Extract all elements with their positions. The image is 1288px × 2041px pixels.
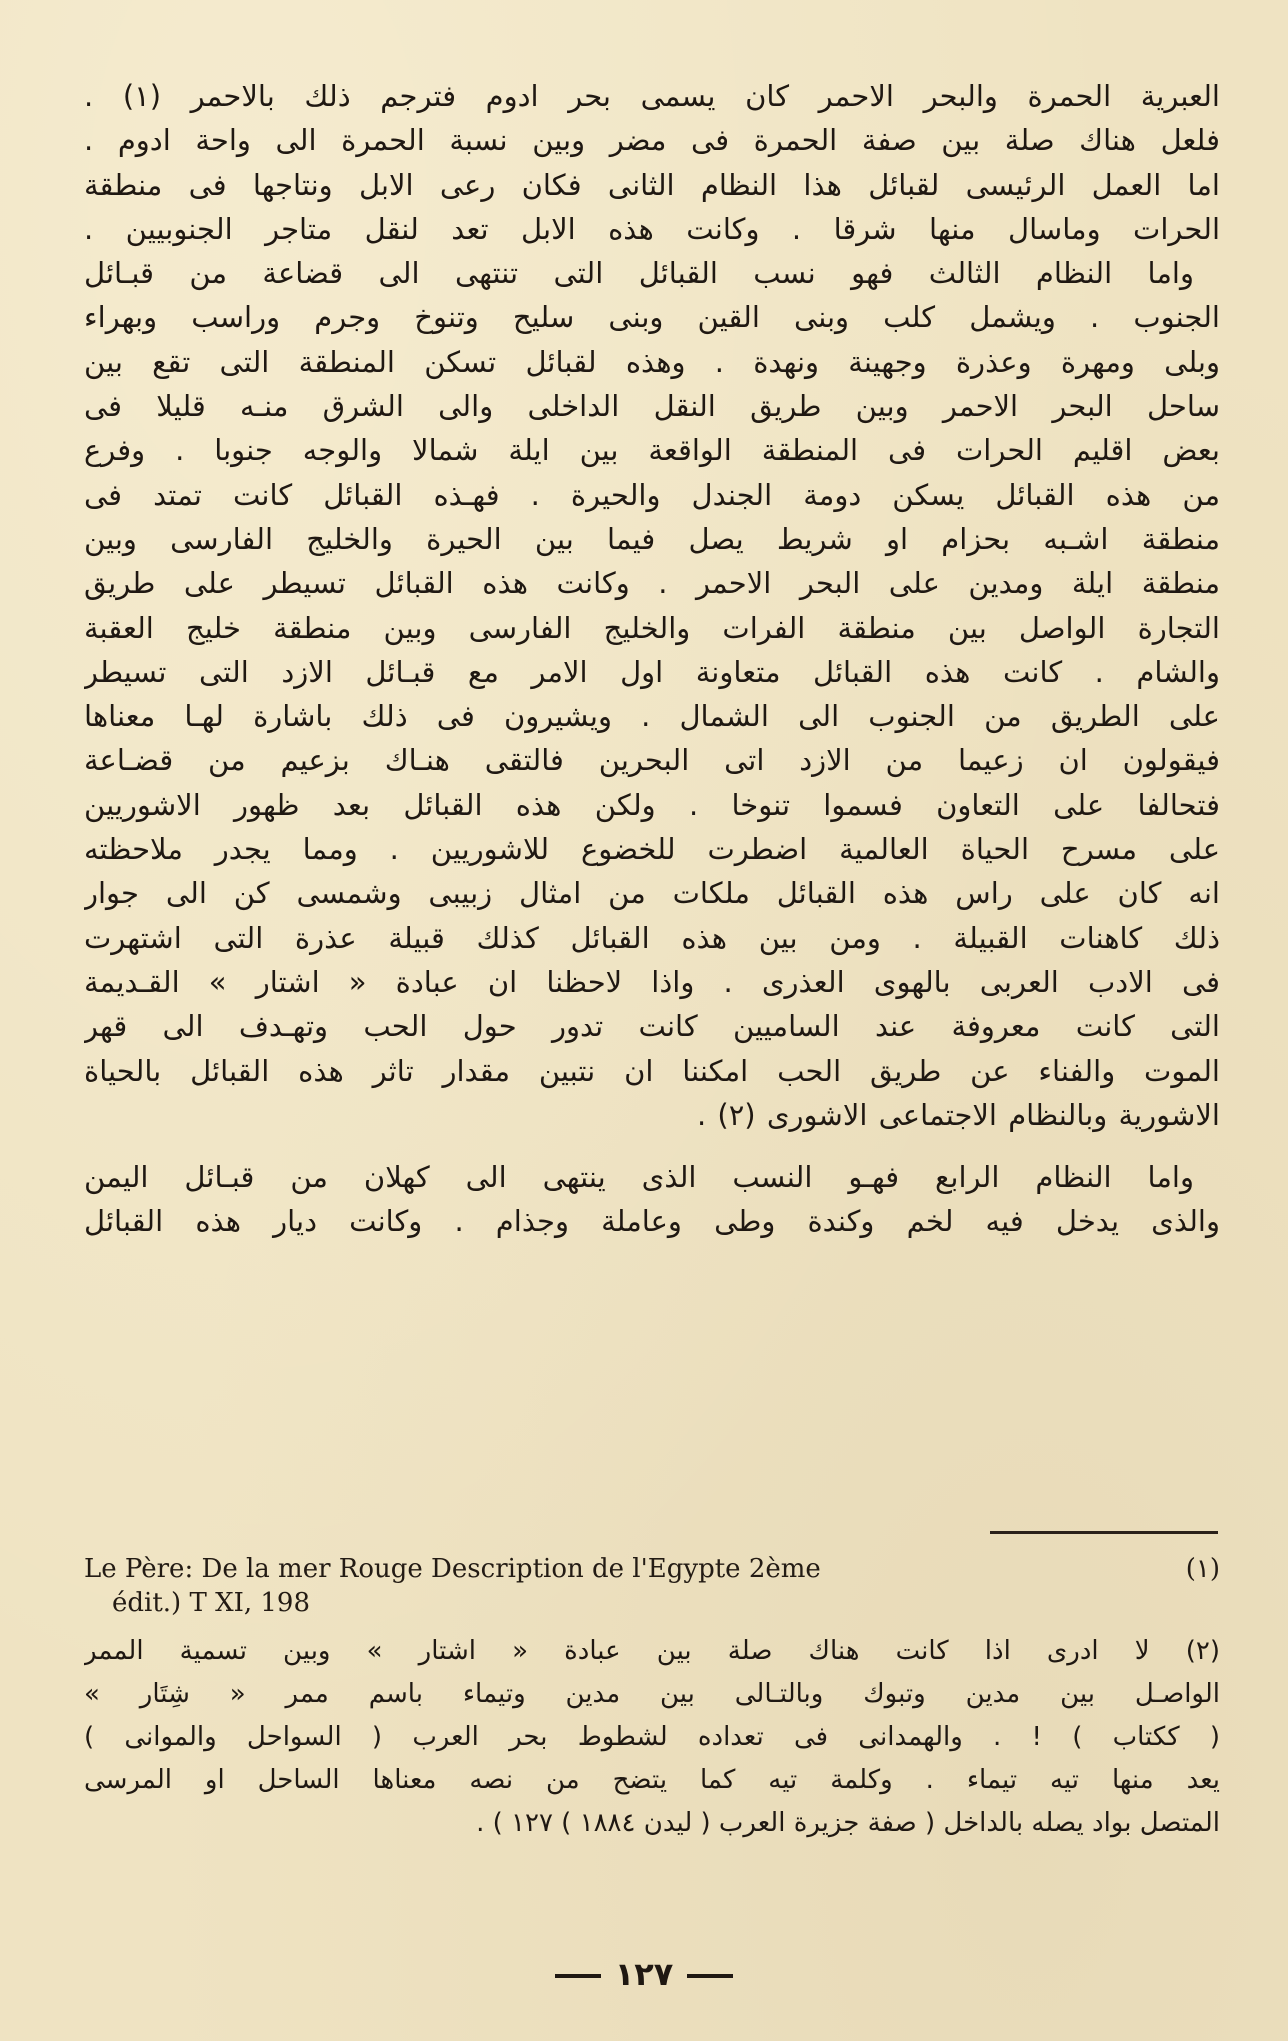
text-line: من هذه القبائل يسكن دومة الجندل والحيرة . فهـذه القبائل كانت تمتد فى — [84, 477, 1220, 512]
page-number-text: ١٢٧ — [614, 1955, 674, 1993]
text-line: ساحل البحر الاحمر وبين طريق النقل الداخلى والى الشرق منـه قليلا فى — [84, 389, 1220, 424]
text-line: واما النظام الثالث فهو نسب القبائل التى تنتهى الى قضاعة من قبـائل — [84, 256, 1194, 291]
document-page — [84, 74, 1220, 1244]
footnote-text: المتصل بواد يصله بالداخل ( صفة جزيرة العرب ( ليدن ١٨٨٤ ) ١٢٧ ) . — [476, 1808, 1220, 1838]
page-number — [0, 1955, 1288, 1993]
dash-decoration — [555, 1974, 601, 1978]
text-line: على مسرح الحياة العالمية اضطرت للخضوع للاشوريين . ومما يجدر ملاحظته — [84, 832, 1220, 867]
paragraph-2 — [84, 251, 1220, 1137]
text-line: ذلك كاهنات القبيلة . ومن بين هذه القبائل كذلك قبيلة عذرة التى اشتهرت — [84, 920, 1220, 955]
paragraph-spacer — [84, 1137, 1220, 1155]
body-text — [84, 74, 1220, 1244]
text-line: منطقة ايلة ومدين على البحر الاحمر . وكانت هذه القبائل تسيطر على طريق — [84, 566, 1220, 601]
text-line: والذى يدخل فيه لخم وكندة وطى وعاملة وجذام . وكانت ديار هذه القبائل — [84, 1204, 1220, 1239]
text-line: وبلى ومهرة وعذرة وجهينة ونهدة . وهذه لقبائل تسكن المنطقة التى تقع بين — [84, 344, 1220, 379]
footnote-text: Le Père: De la mer Rouge Description de l'Egypte 2ème — [84, 1554, 821, 1584]
text-line: واما النظام الرابع فهـو النسب الذى ينتهى الى كهلان من قبـائل اليمن — [84, 1160, 1194, 1195]
text-line: على الطريق من الجنوب الى الشمال . ويشيرون فى ذلك باشارة لهـا معناها — [84, 699, 1220, 734]
footnote-text: édit.) T XI, 198 — [112, 1588, 311, 1618]
text-line: الاشورية وبالنظام الاجتماعى الاشورى (٢) . — [696, 1097, 1220, 1132]
footnote-marker: (١) — [1185, 1554, 1220, 1584]
dash-decoration — [687, 1974, 733, 1978]
text-line: فى الادب العربى بالهوى العذرى . واذا لاحظنا ان عبادة « اشتار » القـديمة — [84, 964, 1220, 999]
text-line: فتحالفا على التعاون فسموا تنوخا . ولكن هذه القبائل بعد ظهور الاشوريين — [84, 787, 1220, 822]
text-line: التى كانت معروفة عند الساميين كانت تدور حول الحب وتهـدف الى قهر — [84, 1009, 1220, 1044]
text-line: الجنوب . ويشمل كلب وبنى القين وبنى سليح وتنوخ وجرم وراسب وبهراء — [84, 300, 1220, 335]
footnote-2 — [84, 1630, 1220, 1845]
footnote-text: الواصـل بين مدين وتبوك وبالتـالى بين مدين وتيماء باسم ممر « شِتَار » — [84, 1679, 1220, 1709]
paragraph-1 — [84, 74, 1220, 251]
text-line: اما العمل الرئيسى لقبائل هذا النظام الثانى فكان رعى الابل ونتاجها فى منطقة — [84, 167, 1220, 202]
text-line: فلعل هناك صلة بين صفة الحمرة فى مضر وبين نسبة الحمرة الى واحة ادوم . — [84, 123, 1220, 158]
footnote-text: ( ككتاب ) ! . والهمدانى فى تعداده لشطوط بحر العرب ( السواحل والموانى ) — [84, 1722, 1220, 1752]
footnote-text: يعد منها تيه تيماء . وكلمة تيه كما يتضح من نصه معناها الساحل او المرسى — [84, 1765, 1220, 1795]
text-line: الحرات وماسال منها شرقا . وكانت هذه الابل تعد لنقل متاجر الجنوبيين . — [84, 211, 1220, 246]
text-line: بعض اقليم الحرات فى المنطقة الواقعة بين ايلة شمالا والوجه جنوبا . وفرع — [84, 433, 1220, 468]
footnote-1 — [84, 1552, 1220, 1620]
text-line: والشام . كانت هذه القبائل متعاونة اول الامر مع قبـائل الازد التى تسيطر — [84, 654, 1220, 689]
footnote-text: (٢) لا ادرى اذا كانت هناك صلة بين عبادة « اشتار » وبين تسمية الممر — [84, 1636, 1220, 1666]
text-line: فيقولون ان زعيما من الازد اتى البحرين فالتقى هنـاك بزعيم من قضـاعة — [84, 743, 1220, 778]
text-line: الموت والفناء عن طريق الحب امكننا ان نتبين مقدار تاثر هذه القبائل بالحياة — [84, 1053, 1220, 1088]
text-line: العبرية الحمرة والبحر الاحمر كان يسمى بحر ادوم فترجم ذلك بالاحمر (١) . — [84, 79, 1220, 113]
paragraph-3 — [84, 1155, 1220, 1244]
text-line: انه كان على راس هذه القبائل ملكات من امثال زبيبى وشمسى كن الى جوار — [84, 876, 1220, 911]
footnotes — [84, 1552, 1220, 1845]
footnote-separator — [990, 1531, 1218, 1534]
text-line: منطقة اشـبه بحزام او شريط يصل فيما بين الحيرة والخليج الفارسى وبين — [84, 521, 1220, 556]
text-line: التجارة الواصل بين منطقة الفرات والخليج الفارسى وبين منطقة خليج العقبة — [84, 610, 1220, 645]
